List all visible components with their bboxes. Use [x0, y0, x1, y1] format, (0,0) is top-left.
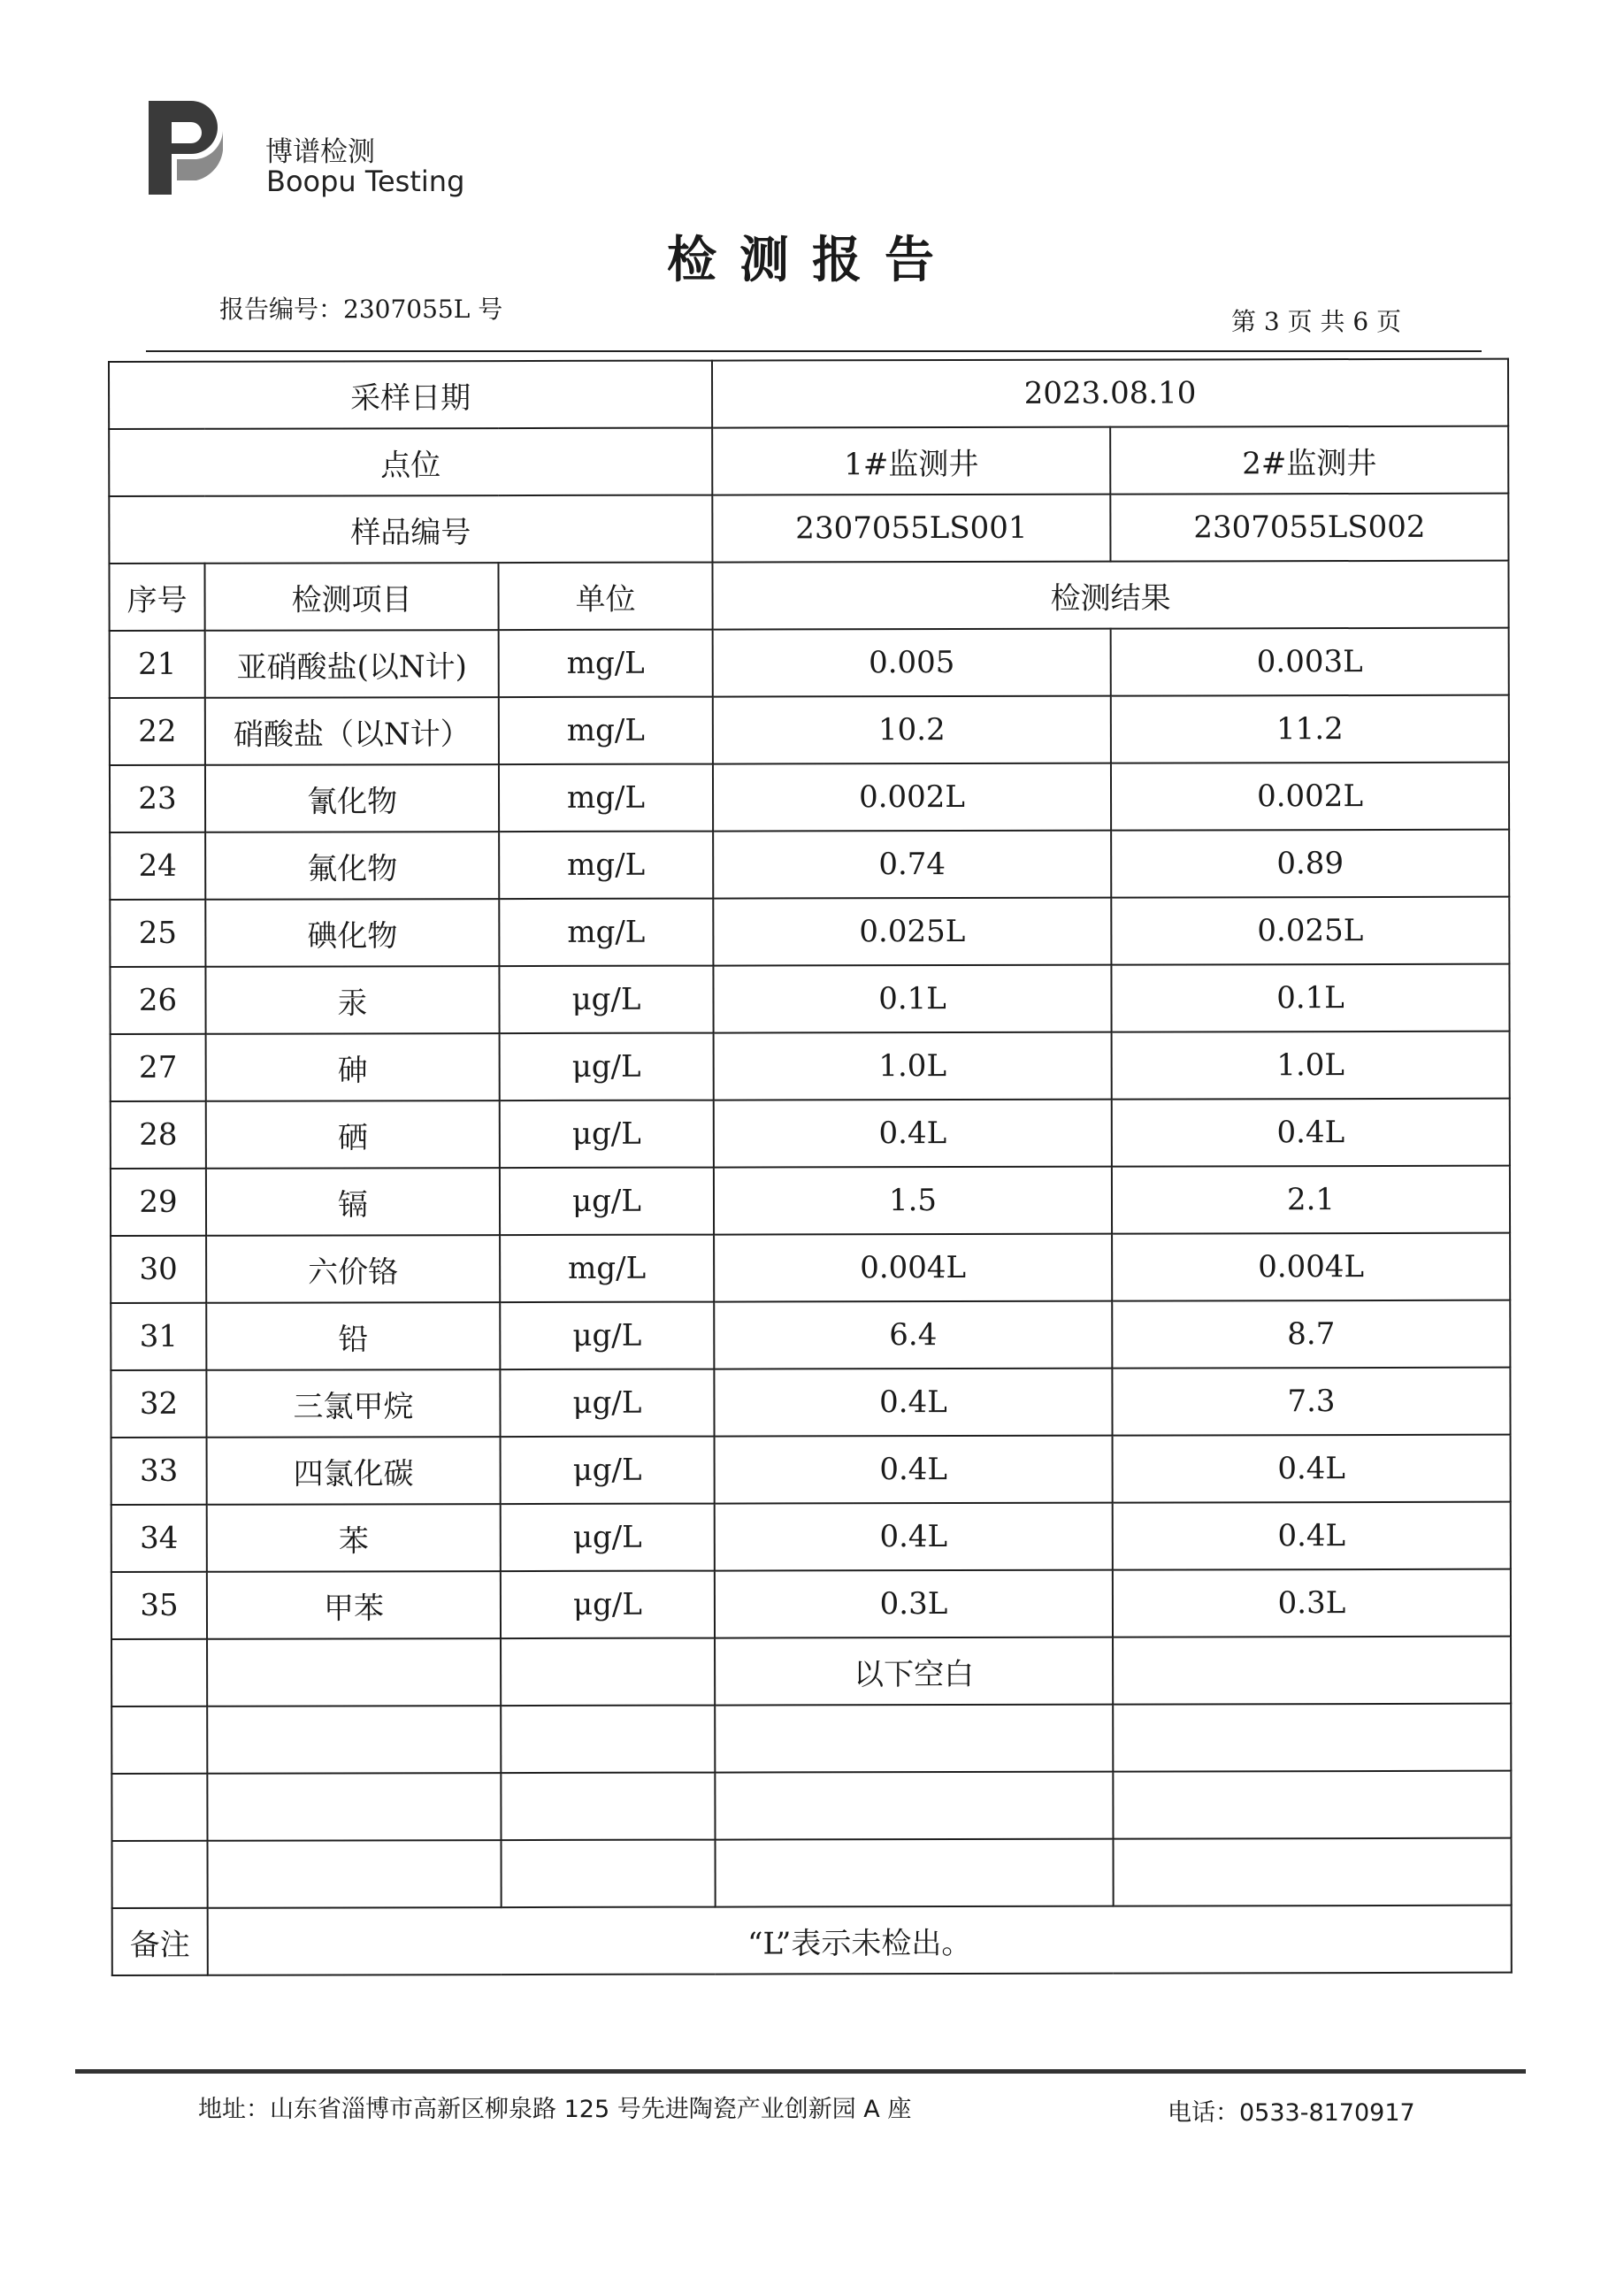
row-unit: μg/L — [501, 1571, 715, 1639]
row-number: 25 — [110, 900, 205, 967]
blank-cell — [716, 1839, 1114, 1907]
sample-id-2: 2307055LS002 — [1110, 494, 1508, 562]
table-row — [110, 628, 1509, 698]
site-2: 2#监测井 — [1110, 426, 1508, 495]
blank-row — [111, 1771, 1511, 1841]
row-result-2: 0.003L — [1111, 628, 1509, 696]
row-result-2: 11.2 — [1111, 695, 1509, 763]
brand-name-cn: 博谱检测 — [265, 136, 375, 168]
table-row — [111, 1166, 1510, 1236]
row-unit: mg/L — [499, 630, 713, 698]
row-result-1: 0.4L — [715, 1436, 1113, 1504]
row-unit: mg/L — [500, 1235, 714, 1303]
blank-cell — [1114, 1838, 1512, 1906]
page-number: 第 3 页 共 6 页 — [1231, 307, 1402, 336]
remark-label: 备注 — [112, 1908, 208, 1975]
blank-cell — [715, 1705, 1113, 1773]
row-result-1: 1.5 — [714, 1167, 1112, 1235]
table-row — [111, 1099, 1510, 1169]
blank-cell — [208, 1840, 502, 1908]
row-unit: μg/L — [499, 966, 713, 1034]
row-result-2: 0.004L — [1112, 1233, 1510, 1301]
row-number: 31 — [111, 1303, 206, 1370]
row-result-2: 8.7 — [1112, 1300, 1510, 1369]
blank-cell — [111, 1706, 207, 1774]
row-unit: mg/L — [499, 764, 713, 832]
row-item: 氰化物 — [205, 764, 499, 832]
row-number: 22 — [110, 698, 205, 765]
row-number: 21 — [110, 631, 205, 698]
row-number: 28 — [111, 1101, 206, 1169]
blank-row — [112, 1838, 1512, 1908]
row-item: 砷 — [206, 1033, 500, 1101]
blank-row — [111, 1704, 1511, 1774]
row-result-1: 0.1L — [713, 965, 1111, 1033]
row-result-2: 0.4L — [1113, 1502, 1511, 1570]
row-result-2: 2.1 — [1112, 1166, 1510, 1234]
row-item: 硝酸盐（以N计） — [205, 697, 499, 765]
row-item: 三氯甲烷 — [206, 1369, 500, 1438]
row-result-1: 0.4L — [715, 1503, 1113, 1571]
blank-cell — [715, 1772, 1113, 1840]
row-result-2: 0.4L — [1113, 1435, 1511, 1503]
blank-cell — [501, 1638, 715, 1706]
blank-cell — [111, 1639, 207, 1706]
row-result-2: 0.025L — [1111, 897, 1509, 965]
row-number: 29 — [111, 1169, 206, 1236]
row-number: 32 — [111, 1370, 206, 1438]
column-header-item: 检测项目 — [204, 563, 498, 631]
row-unit: mg/L — [499, 697, 713, 765]
footer-address: 地址：山东省淄博市高新区柳泉路 125 号先进陶瓷产业创新园 A 座 — [198, 2096, 912, 2123]
row-unit: μg/L — [501, 1437, 715, 1505]
table-row — [110, 897, 1509, 967]
report-title: 检测报告 — [667, 231, 957, 289]
table-row — [110, 964, 1509, 1034]
table-row — [110, 830, 1509, 900]
row-unit: mg/L — [499, 899, 713, 967]
row-result-1: 0.002L — [713, 763, 1111, 832]
row-result-2: 7.3 — [1112, 1368, 1510, 1436]
report-number: 报告编号：2307055L 号 — [219, 295, 503, 324]
row-unit: mg/L — [499, 832, 713, 900]
blank-cell — [501, 1706, 715, 1774]
row-result-1: 0.74 — [713, 831, 1111, 899]
table-row — [111, 1031, 1510, 1101]
column-header-result: 检测结果 — [712, 561, 1508, 630]
blank-cell — [501, 1773, 715, 1841]
table-row — [110, 763, 1509, 832]
table-row — [111, 1435, 1511, 1505]
row-item: 氟化物 — [205, 832, 499, 900]
row-result-1: 0.025L — [713, 898, 1111, 966]
row-item: 苯 — [207, 1504, 501, 1572]
table-row — [111, 1569, 1511, 1639]
row-number: 26 — [110, 967, 205, 1034]
blank-cell — [207, 1773, 501, 1841]
blank-cell — [112, 1841, 208, 1908]
row-result-2: 0.1L — [1111, 964, 1509, 1032]
site-label: 点位 — [109, 428, 712, 496]
brand-name-en: Boopu Testing — [266, 165, 465, 198]
blank-cell — [1113, 1704, 1511, 1772]
header-divider — [146, 350, 1482, 352]
row-number: 23 — [110, 765, 205, 832]
row-item: 四氯化碳 — [207, 1437, 501, 1505]
row-result-1: 1.0L — [714, 1032, 1112, 1100]
row-result-1: 0.005 — [713, 629, 1111, 697]
row-item: 铅 — [206, 1302, 500, 1370]
sampling-date-value: 2023.08.10 — [712, 359, 1508, 428]
row-result-2: 0.4L — [1112, 1099, 1510, 1167]
blank-cell — [502, 1840, 716, 1908]
table-row — [110, 695, 1509, 765]
row-number: 34 — [111, 1505, 207, 1572]
column-header-row — [109, 561, 1508, 631]
column-header-unit: 单位 — [498, 563, 712, 631]
row-result-1: 0.4L — [714, 1100, 1112, 1168]
sample-id-1: 2307055LS001 — [712, 495, 1110, 563]
row-unit: μg/L — [500, 1369, 714, 1438]
sampling-date-row — [109, 359, 1508, 429]
row-result-2: 0.3L — [1113, 1569, 1511, 1637]
row-item: 甲苯 — [207, 1571, 501, 1639]
remark-row — [112, 1906, 1512, 1975]
row-result-2: 0.89 — [1111, 830, 1509, 898]
sample-id-row — [109, 494, 1508, 564]
row-unit: μg/L — [501, 1504, 715, 1572]
row-item: 碘化物 — [205, 899, 499, 967]
row-result-1: 10.2 — [713, 696, 1111, 764]
row-number: 30 — [111, 1236, 206, 1303]
row-unit: μg/L — [500, 1168, 714, 1236]
remark-text: “L”表示未检出。 — [208, 1906, 1512, 1975]
footer-phone: 电话：0533-8170917 — [1168, 2099, 1415, 2127]
blank-cell — [1113, 1637, 1511, 1705]
blank-below-note: 以下空白 — [715, 1637, 1113, 1706]
row-item: 亚硝酸盐(以N计) — [205, 630, 499, 698]
row-result-2: 1.0L — [1112, 1031, 1510, 1100]
sampling-date-label: 采样日期 — [109, 361, 712, 429]
row-result-1: 6.4 — [714, 1301, 1112, 1369]
row-item: 汞 — [205, 966, 499, 1034]
sample-id-label: 样品编号 — [109, 495, 712, 564]
row-number: 33 — [111, 1438, 207, 1505]
blank-cell — [207, 1638, 501, 1706]
row-unit: μg/L — [500, 1100, 714, 1169]
row-number: 35 — [111, 1572, 207, 1639]
table-row — [111, 1502, 1511, 1572]
table-row — [111, 1233, 1510, 1303]
row-item: 六价铬 — [206, 1235, 500, 1303]
blank-row — [111, 1637, 1511, 1706]
row-result-1: 0.004L — [714, 1234, 1112, 1302]
table-row — [111, 1300, 1510, 1370]
row-unit: μg/L — [500, 1033, 714, 1101]
table-row — [111, 1368, 1510, 1438]
site-1: 1#监测井 — [712, 427, 1110, 495]
blank-cell — [111, 1774, 207, 1841]
row-number: 24 — [110, 832, 205, 900]
row-result-2: 0.002L — [1111, 763, 1509, 831]
blank-cell — [207, 1706, 501, 1774]
column-header-no: 序号 — [109, 564, 204, 631]
results-table — [108, 358, 1513, 1976]
blank-cell — [1113, 1771, 1511, 1839]
row-item: 硒 — [206, 1100, 500, 1169]
row-number: 27 — [111, 1034, 206, 1101]
row-unit: μg/L — [500, 1302, 714, 1370]
row-result-1: 0.3L — [715, 1570, 1113, 1638]
site-row — [109, 426, 1508, 496]
row-result-1: 0.4L — [714, 1369, 1112, 1437]
footer-divider — [75, 2069, 1526, 2074]
row-item: 镉 — [206, 1168, 500, 1236]
company-logo-icon — [142, 96, 230, 202]
